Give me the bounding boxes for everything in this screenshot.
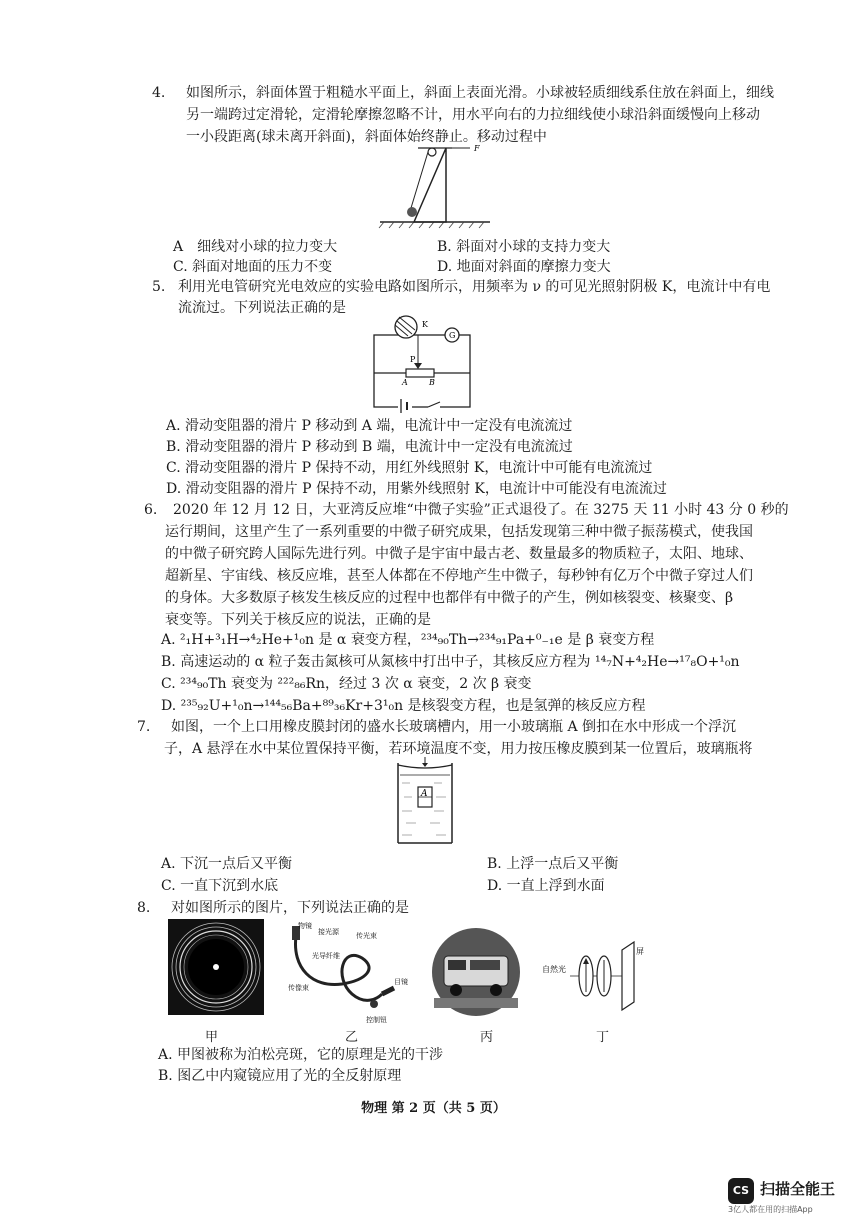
q8-number: 8. [137, 900, 151, 916]
q7-option-a: A. 下沉一点后又平衡 [161, 856, 293, 872]
q7-bottle-label: A [421, 789, 428, 799]
q8-label-objective: 物镜 [298, 922, 312, 930]
q8-figure-yi-endoscope [282, 918, 422, 1026]
q4-force-label: F [474, 144, 480, 153]
q6-text-line5: 的身体。大多数原子核发生核反应的过程中也都伴有中微子的产生，例如核裂变、核聚变、β [165, 590, 734, 606]
q7-option-d: D. 一直上浮到水面 [487, 878, 605, 894]
q8-caption-yi: 乙 [345, 1030, 359, 1045]
q6-text-line1: 2020 年 12 月 12 日，大亚湾反应堆“中微子实验”正式退役了。在 3275 天 11 小时 43 分 0 秒的 [173, 502, 789, 518]
q8-label-optical-fiber: 光导纤维 [312, 952, 340, 960]
q7-option-c: C. 一直下沉到水底 [161, 878, 279, 894]
q7-number: 7. [137, 719, 151, 735]
q8-label-screen: 屏 [636, 947, 644, 956]
q6-text-line2: 运行期间，这里产生了一系列重要的中微子研究成果，包括发现第三种中微子振荡模式，使我国 [165, 524, 753, 540]
q5-option-c: C. 滑动变阻器的滑片 P 保持不动，用红外线照射 K，电流计中可能有电流流过 [166, 460, 653, 476]
q6-option-b: B. 高速运动的 α 粒子轰击氮核可从氮核中打出中子，其核反应方程为 ¹⁴₇N+⁴₂He→¹⁷₈O+¹₀n [161, 654, 740, 670]
q4-number: 4. [152, 85, 166, 101]
q4-option-b: B. 斜面对小球的支持力变大 [437, 239, 611, 255]
q5-option-b: B. 滑动变阻器的滑片 P 移动到 B 端，电流计中一定没有电流流过 [166, 439, 573, 455]
q8-caption-bing: 丙 [480, 1030, 494, 1045]
q6-option-d: D. ²³⁵₉₂U+¹₀n→¹⁴⁴₅₆Ba+⁸⁹₃₆Kr+3¹₀n 是核裂变方程，也是氢弹的核反应方程 [161, 698, 646, 714]
q8-figure-bing-photo [430, 926, 522, 1018]
camscanner-logo-icon: CS [728, 1178, 754, 1204]
q5-circuit-figure [368, 313, 480, 413]
q8-label-light-source: 接光源 [318, 928, 339, 936]
q7-tank-figure [390, 757, 460, 847]
q5-slider-label: P [410, 355, 416, 364]
q4-incline-figure [370, 138, 500, 230]
q8-caption-ding: 丁 [596, 1030, 610, 1045]
q7-text-line1: 如图，一个上口用橡皮膜封闭的盛水长玻璃槽内，用一小玻璃瓶 A 倒扣在水中形成一个浮沉 [171, 719, 737, 735]
q6-text-line6: 衰变等。下列关于核反应的说法，正确的是 [165, 612, 431, 628]
q4-text-line3: 一小段距离(球未离开斜面)，斜面体始终静止。移动过程中 [186, 129, 547, 145]
scanner-watermark [728, 1176, 853, 1214]
q7-option-b: B. 上浮一点后又平衡 [487, 856, 619, 872]
q5-end-b-label: B [429, 378, 435, 387]
q7-text-line2: 子，A 悬浮在水中某位置保持平衡，若环境温度不变，用力按压橡皮膜到某一位置后，玻璃瓶将 [164, 741, 753, 757]
q4-option-a: A 细线对小球的拉力变大 [173, 239, 338, 255]
q6-option-c: C. ²³⁴₉₀Th 衰变为 ²²²₈₆Rn，经过 3 次 α 衰变，2 次 β 衰变 [161, 676, 532, 692]
q6-option-a: A. ²₁H+³₁H→⁴₂He+¹₀n 是 α 衰变方程，²³⁴₉₀Th→²³⁴₉₁Pa+⁰₋₁e 是 β 衰变方程 [161, 632, 655, 648]
q5-end-a-label: A [402, 378, 408, 387]
q8-label-control-knob: 控制钮 [366, 1016, 387, 1024]
q5-option-a: A. 滑动变阻器的滑片 P 移动到 A 端，电流计中一定没有电流流过 [166, 418, 573, 434]
watermark-title: 扫描全能王 [760, 1180, 836, 1198]
watermark-subtitle: 3亿人都在用的扫描App [728, 1205, 813, 1214]
q4-text-line2: 另一端跨过定滑轮，定滑轮摩擦忽略不计，用水平向右的力拉细线使小球沿斜面缓慢向上移动 [186, 107, 760, 123]
q4-option-c: C. 斜面对地面的压力不变 [173, 259, 333, 275]
q8-caption-jia: 甲 [205, 1030, 219, 1045]
q8-label-image-bundle: 传像束 [288, 984, 309, 992]
q8-figure-jia-poisson-spot [168, 919, 264, 1015]
q8-label-light-bundle: 传光束 [356, 932, 377, 940]
q6-text-line3: 的中微子研究跨人国际先进行列。中微子是宇宙中最古老、数量最多的物质粒子，太阳、地球、 [165, 546, 753, 562]
q5-cathode-label: K [422, 320, 428, 329]
q5-galvanometer-label: G [449, 331, 456, 340]
page-footer: 物理 第 2 页（共 5 页） [361, 1101, 506, 1116]
q5-number: 5. [152, 279, 166, 295]
q8-option-a: A. 甲图被称为泊松亮斑，它的原理是光的干涉 [158, 1047, 444, 1063]
q8-option-b: B. 图乙中内窥镜应用了光的全反射原理 [158, 1068, 402, 1084]
q5-text-line2: 流流过。下列说法正确的是 [178, 300, 346, 316]
q8-figure-ding-polarizers [540, 936, 650, 1016]
q8-label-eyepiece: 目镜 [394, 978, 408, 986]
q8-label-natural-light: 自然光 [542, 965, 566, 974]
q6-number: 6. [144, 502, 158, 518]
q6-text-line4: 超新星、宇宙线、核反应堆，甚至人体都在不停地产生中微子，每秒钟有亿万个中微子穿过人们 [165, 568, 753, 584]
q4-option-d: D. 地面对斜面的摩擦力变大 [437, 259, 611, 275]
q8-text-line1: 对如图所示的图片，下列说法正确的是 [171, 900, 409, 916]
q5-option-d: D. 滑动变阻器的滑片 P 保持不动，用紫外线照射 K，电流计中可能没有电流流过 [166, 481, 667, 497]
q5-text-line1: 利用光电管研究光电效应的实验电路如图所示，用频率为 ν 的可见光照射阴极 K，电流计中有电 [178, 279, 771, 295]
q4-text-line1: 如图所示，斜面体置于粗糙水平面上，斜面上表面光滑。小球被轻质细线系住放在斜面上，细线 [186, 85, 774, 101]
